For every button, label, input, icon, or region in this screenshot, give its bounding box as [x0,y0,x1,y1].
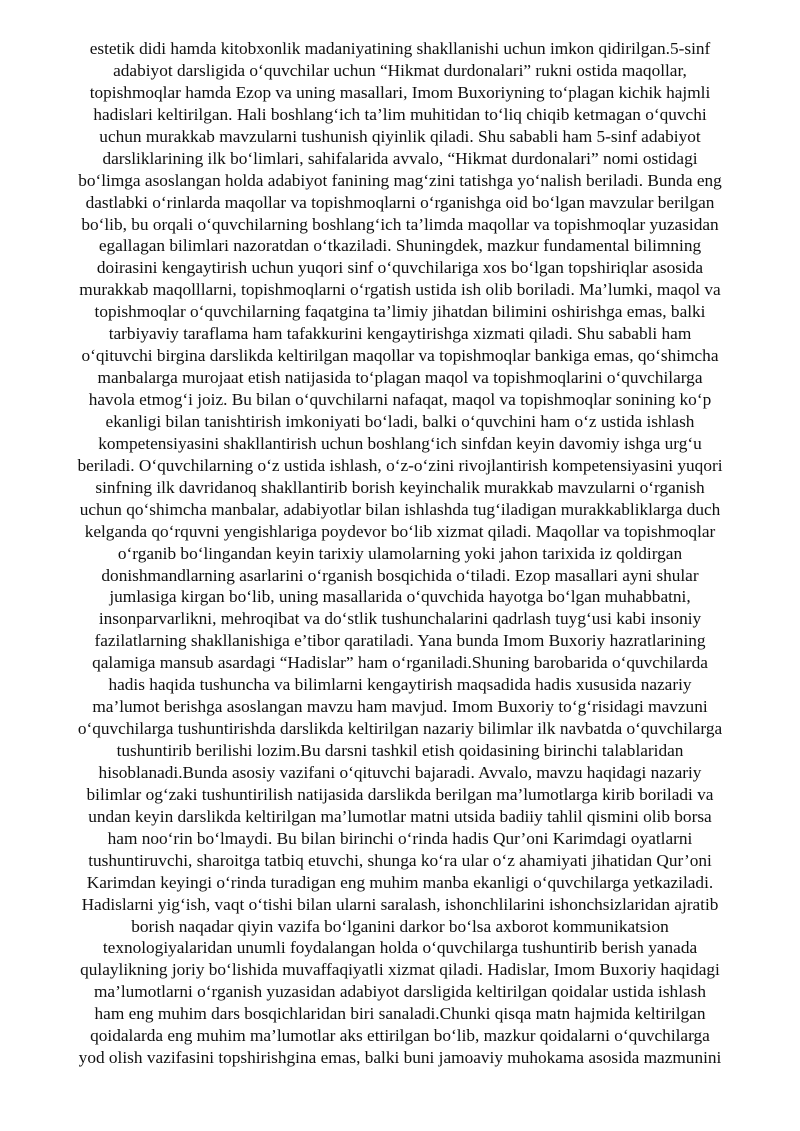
text-line: bilimlar og‘zaki tushuntirilish natijasida darslikda berilgan ma’lumotlarga kirib boriladi va [86,784,714,804]
text-line: ham noo‘rin bo‘lmaydi. Bu bilan birinchi o‘rinda hadis Qur’oni Karimdagi oyatlarni [107,828,693,848]
text-line: egallagan bilimlari nazoratdan o‘tkaziladi. Shuningdek, mazkur fundamental bilimning [98,236,702,256]
text-line: tushuntirib berilishi lozim.Bu darsni tashkil etish qoidasining birinchi talablaridan [116,741,684,760]
document-page [40,38,760,1069]
text-line: jumlasiga kirgan bo‘lib, uning masallarida o‘quvchida hayotga bo‘lgan muhabbatni, [109,587,691,607]
text-line: topishmoqlar hamda Ezop va uning masallari, Imom Buxoriyning to‘plagan kichik hajmli [89,82,711,102]
text-line: hadislari keltirilgan. Hali boshlang‘ich ta’lim muhitidan to‘liq chiqib ketmagan o‘quvchi [93,104,707,124]
text-line: ma’lumotlarni o‘rganish yuzasidan adabiyot darsligida keltirilgan qoidalar ustida ishlash [93,982,707,1002]
text-line: sinfning ilk davridanoq shakllantirib borish keyinchalik murakkab mavzularni o‘rganish [95,477,705,497]
text-line: darsliklarining ilk bo‘limlari, sahifalarida avvalo, “Hikmat durdonalari” nomi ostidagi [102,148,698,168]
text-line: ekanligi bilan tanishtirish imkoniyati bo‘ladi, balki o‘quvchini ham o‘z ustida ishlash [105,411,695,431]
text-line: estetik didi hamda kitobxonlik madaniyatining shakllanishi uchun imkon qidirilgan.5-sinf [89,39,711,58]
text-line: murakkab maqolllarni, topishmoqlarni o‘rgatish ustida ish olib boriladi. Ma’lumki, maqol va [79,280,721,300]
text-line: dastlabki o‘rinlarda maqollar va topishmoqlarni o‘rganishga oid bo‘lgan mavzular berilgan [85,192,715,212]
text-line: o‘qituvchi birgina darslikda keltirilgan maqollar va topishmoqlar bankiga emas, qo‘shimcha [81,346,719,366]
text-line: hisoblanadi.Bunda asosiy vazifani o‘qituvchi bajaradi. Avvalo, mavzu haqidagi nazariy [98,762,702,782]
text-line: qoidalarda eng muhim ma’lumotlar aks ettirilgan bo‘lib, mazkur qoidalarni o‘quvchilarga [90,1026,710,1046]
text-line: insonparvarlikni, mehroqibat va do‘stlik tushunchalarini qadrlash tuyg‘usi kabi insoniy [98,609,702,629]
text-line: borish naqadar qiyin vazifa bo‘lganini darkor bo‘lsa axborot kommunikatsion [131,916,669,936]
text-line: topishmoqlar o‘quvchilarning faqatgina ta’limiy jihatdan bilimini oshirishga emas, balki [94,302,706,322]
text-line: manbalarga murojaat etish natijasida to‘plagan maqol va topishmoqlarini o‘quvchilarga [97,368,703,388]
text-line: o‘rganib bo‘lingandan keyin tarixiy ulamolarning yoki jahon tarixida iz qoldirgan [117,543,683,563]
text-line: o‘quvchilarga tushuntirishda darslikda keltirilgan nazariy bilimlar ilk navbatda o‘quvchilarga [77,719,723,739]
text-line: qalamiga mansub asardagi “Hadislar” ham o‘rganiladi.Shuning barobarida o‘quvchilarda [92,653,708,673]
text-line: fazilatlarning shakllanishiga e’tibor qaratiladi. Yana bunda Imom Buxoriy hazratlarining [94,631,706,651]
text-line: yod olish vazifasini topshirishgina emas, balki buni jamoaviy muhokama asosida mazmunini [78,1048,722,1068]
text-line: bo‘limga asoslangan holda adabiyot fanining mag‘zini tatishga yo‘nalish beriladi. Bunda eng [78,170,722,190]
text-line: ham eng muhim dars bosqichlaridan biri sanaladi.Chunki qisqa matn hajmida keltirilgan [94,1004,706,1024]
text-line: kelganda qo‘rquvni yengishlariga poydevor bo‘lib xizmat qiladi. Maqollar va topishmoqlar [84,521,716,541]
text-line: tarbiyaviy taraflama ham tafakkurini kengaytirishga xizmati qiladi. Shu sababli ham [108,324,692,344]
text-line: doirasini kengaytirish uchun yuqori sinf o‘quvchilariga xos bo‘lgan topshiriqlar asosida [96,258,704,278]
text-line: tushuntiruvchi, sharoitga tatbiq etuvchi, shunga ko‘ra ular o‘z ahamiyati jihatidan Qur’oni [88,850,712,870]
text-line: texnologiyalaridan unumli foydalangan holda o‘quvchilarga tushuntirib berish yanada [102,938,698,958]
text-line: uchun qo‘shimcha manbalar, adabiyotlar bilan ishlashda tug‘iladigan murakkabliklarga duch [79,499,721,519]
text-line: Karimdan keyingi o‘rinda turadigan eng muhim manba ekanligi o‘quvchilarga yetkaziladi. [86,872,714,892]
text-line: adabiyot darsligida o‘quvchilar uchun “Hikmat durdonalari” rukni ostida maqollar, [113,60,687,80]
text-line: donishmandlarning asarlarini o‘rganish bosqichida o‘tiladi. Ezop masallari ayni shular [101,565,699,585]
text-line: kompetensiyasini shakllantirish uchun boshlang‘ich sinfdan keyin davomiy ishga urg‘u [98,433,702,453]
text-line: undan keyin darslikda keltirilgan ma’lumotlar matni utsida badiiy tahlil qismini olib borsa [88,806,712,826]
text-line: havola etmog‘i joiz. Bu bilan o‘quvchilarni nafaqat, maqol va topishmoqlar sonining ko‘p [88,390,712,409]
text-line: Hadislarni yig‘ish, vaqt o‘tishi bilan ularni saralash, ishonchlilarini ishonchsizlaridan ajratib [81,894,719,914]
text-line: qulaylikning joriy bo‘lishida muvaffaqiyatli xizmat qiladi. Hadislar, Imom Buxoriy haqidagi [80,960,720,980]
text-line: uchun murakkab mavzularni tushunish qiyinlik qiladi. Shu sababli ham 5-sinf adabiyot [99,126,701,146]
text-line: bo‘lib, bu orqali o‘quvchilarning boshlang‘ich ta’limda maqollar va topishmoqlar yuzasidan [81,214,719,234]
text-line: hadis haqida tushuncha va bilimlarni kengaytirish maqsadida hadis xususida nazariy [108,675,692,695]
text-line: ma’lumot berishga asoslangan mavzu ham mavjud. Imom Buxoriy to‘g‘risidagi mavzuni [92,697,708,717]
text-line: beriladi. O‘quvchilarning o‘z ustida ishlash, o‘z-o‘zini rivojlantirish kompetensiyasini yuqori [77,455,723,475]
